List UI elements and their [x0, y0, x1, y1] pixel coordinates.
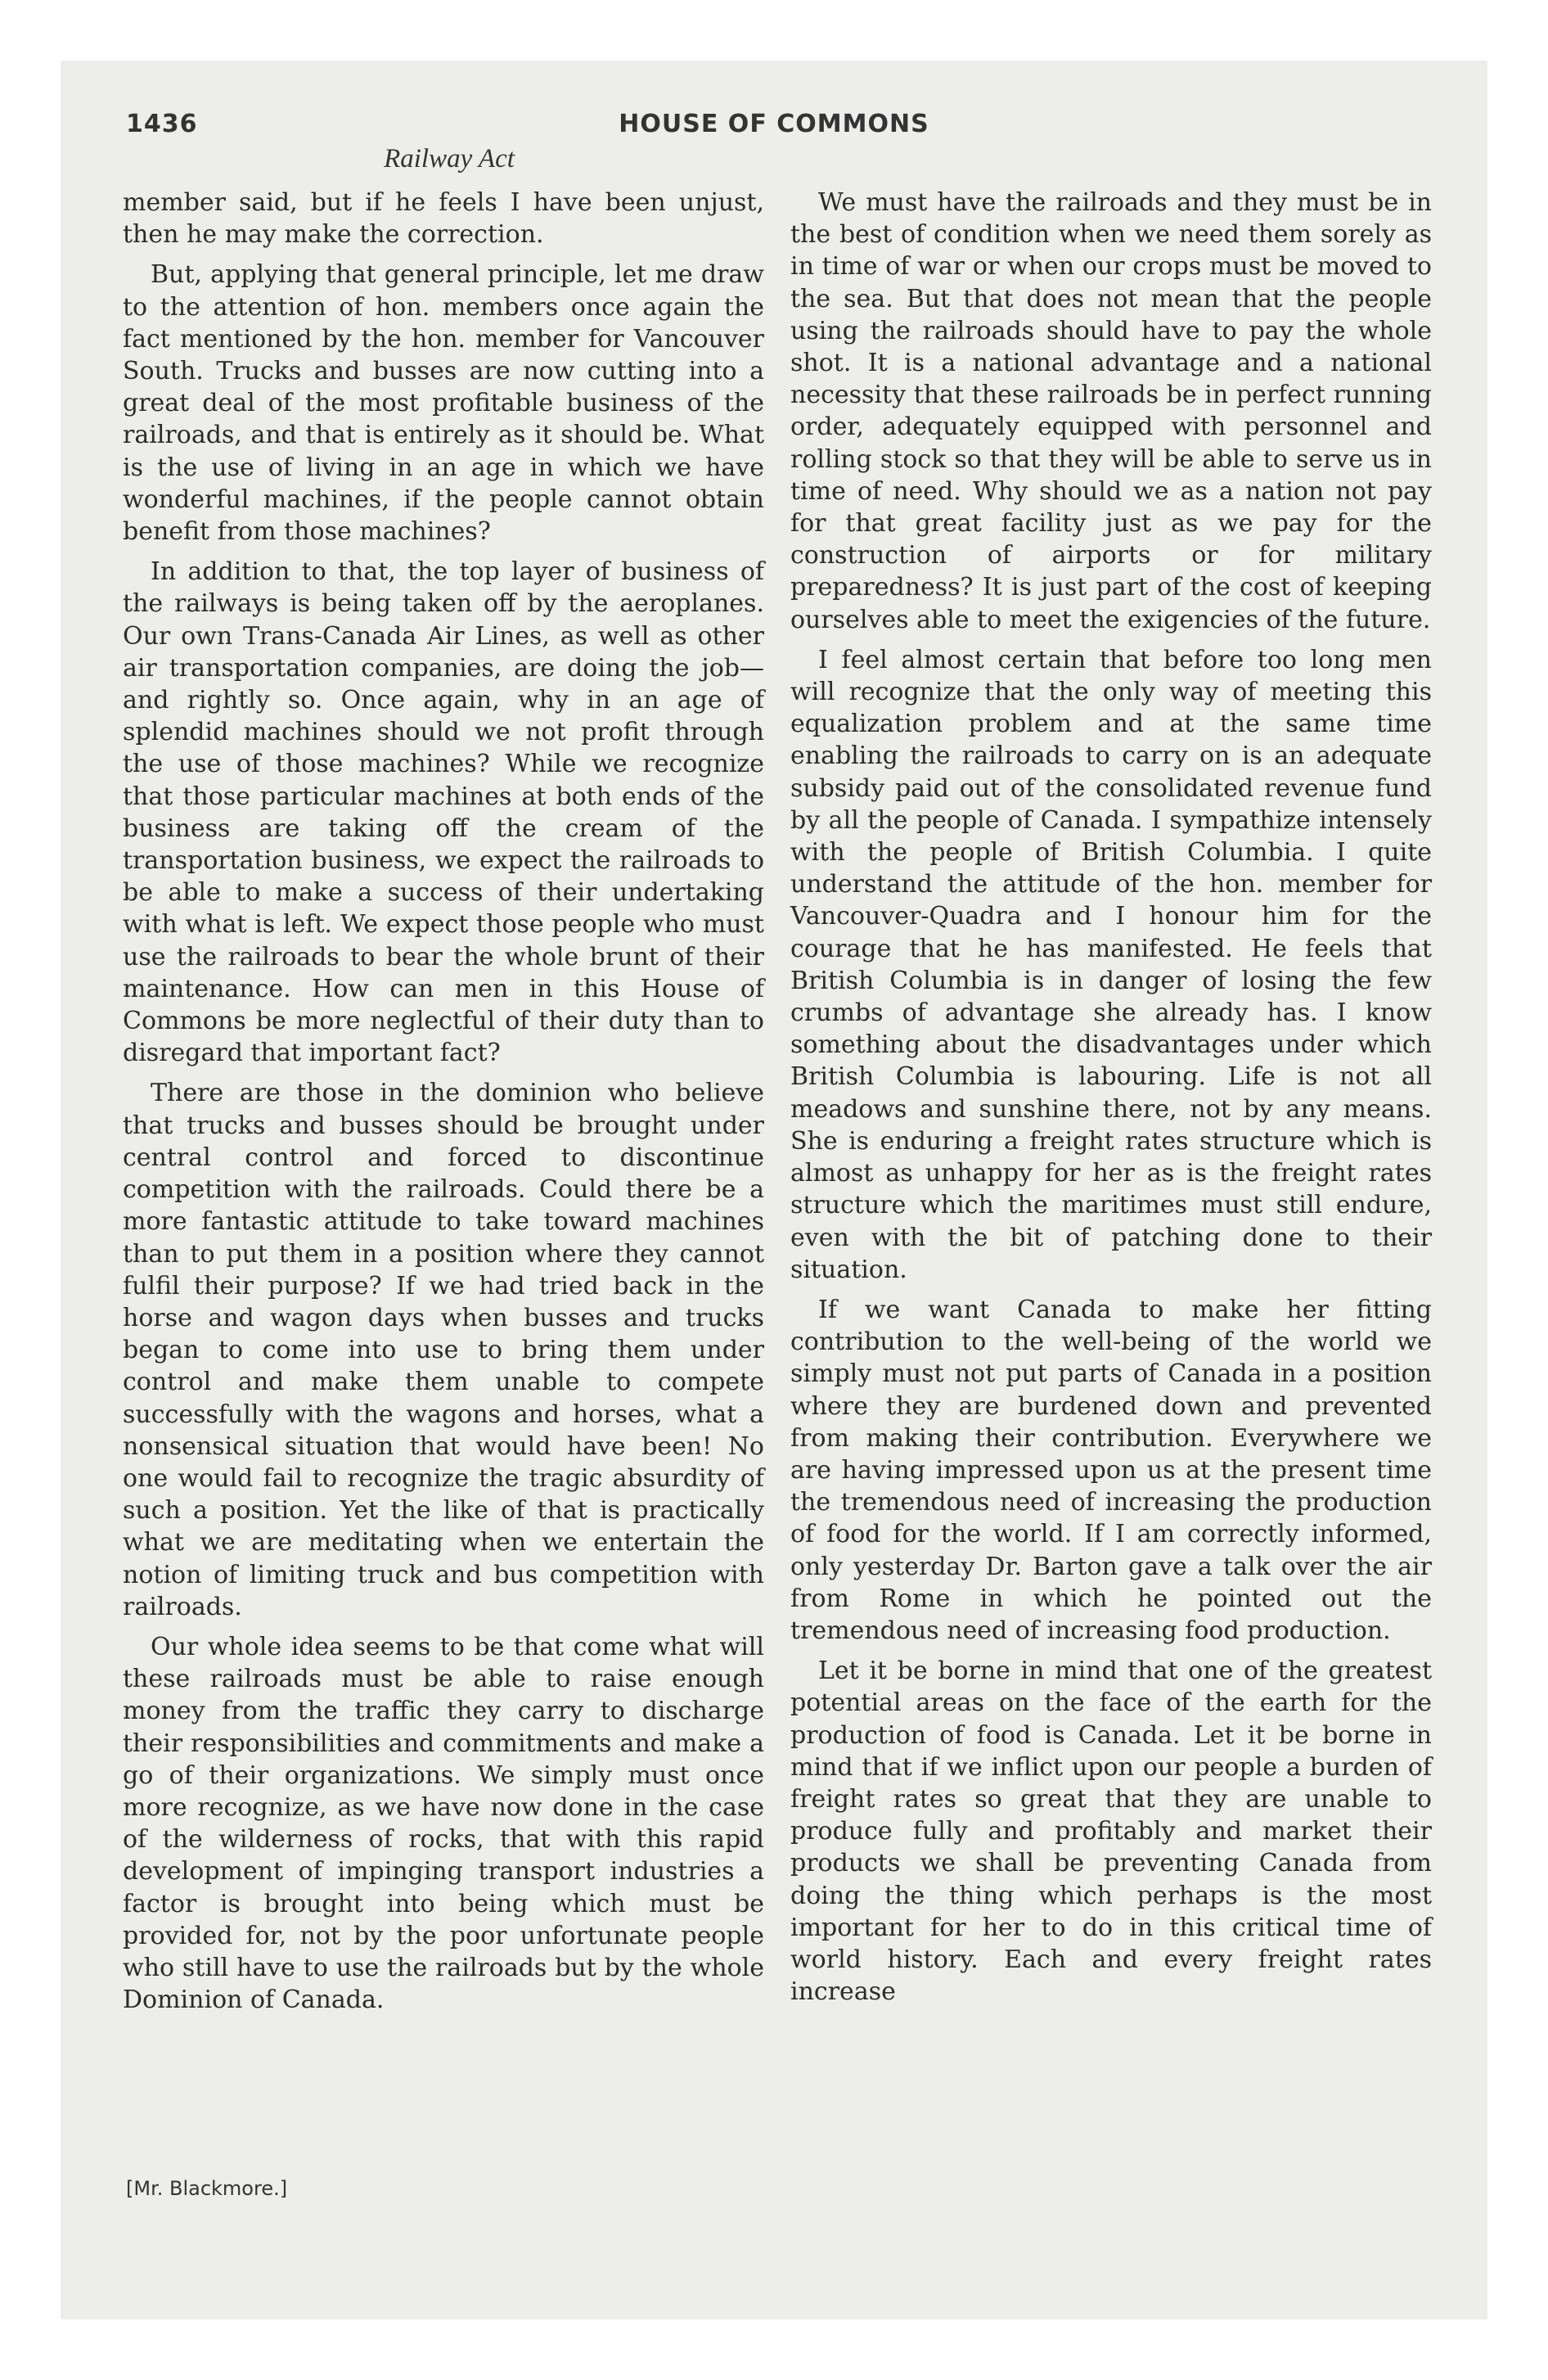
page-number: 1436 [126, 110, 198, 138]
paragraph: In addition to that, the top layer of business of the railways is being taken off by the aeroplanes. Our own Trans-Canada Air Lines, as well as other air transportation companies, are doing the job—and rightly so. Once again, why in an age of splendid machines should we not profit through the use of those machines? While we recognize that those particular machines at both ends of the business are taking off the cream of the transportation business, we expect the railroads to be able to make a success of their undertaking with what is left. We expect those people who must use the railroads to bear the whole brunt of their maintenance. How can men in this House of Commons be more neglectful of their duty than to disregard that important fact? [123, 557, 764, 1068]
paragraph: member said, but if he feels I have been unjust, then he may make the correction. [123, 188, 764, 250]
paragraph: If we want Canada to make her fitting contribution to the well-being of the world we simply must not put parts of Canada in a position where they are burdened down and prevented from making their contribution. Everywhere we are having impressed upon us at the present time the tremendous need of increasing the production of food for the world. If I am correctly informed, only yesterday Dr. Barton gave a talk over the air from Rome in which he pointed out the tremendous need of increasing food production. [790, 1295, 1432, 1645]
right-column [790, 187, 1432, 2016]
paragraph: Our whole idea seems to be that come what will these railroads must be able to raise enough money from the traffic they carry to discharge their responsibilities and commitments and make a go of their organizations. We simply must once more recognize, as we have now done in the case of the wilderness of rocks, that with this rapid development of impinging transport industries a factor is brought into being which must be provided for, not by the poor unfortunate people who still have to use the railroads but by the whole Dominion of Canada. [123, 1632, 764, 2015]
running-head: HOUSE OF COMMONS [619, 110, 929, 138]
paragraph: Let it be borne in mind that one of the greatest potential areas on the face of the earth for the production of food is Canada. Let it be borne in mind that if we inflict upon our people a burden of freight rates so great that they are unable to produce fully and profitably and market their products we shall be preventing Canada from doing the thing which perhaps is the most important for her to do in this critical time of world history. Each and every freight rates increase [790, 1657, 1432, 2007]
paragraph: But, applying that general principle, let me draw to the attention of hon. members once again the fact mentioned by the hon. member for Vancouver South. Trucks and busses are now cutting into a great deal of the most profitable business of the railroads, and that is entirely as it should be. What is the use of living in an age in which we have wonderful machines, if the people cannot obtain benefit from those machines? [123, 260, 764, 547]
section-subhead: Railway Act [384, 144, 515, 174]
left-column [123, 187, 764, 2024]
paragraph: We must have the railroads and they must be in the best of condition when we need them sorely as in time of war or when our crops must be moved to the sea. But that does not mean that the people using the railroads should have to pay the whole shot. It is a national advantage and a national necessity that these railroads be in perfect running order, adequately equipped with personnel and rolling stock so that they will be able to serve us in time of need. Why should we as a nation not pay for that great facility just as we pay for the construction of airports or for military preparedness? It is just part of the cost of keeping ourselves able to meet the exigencies of the future. [790, 188, 1432, 634]
speaker-reference: [Mr. Blackmore.] [126, 2177, 288, 2200]
paragraph: There are those in the dominion who believe that trucks and busses should be brought under central control and forced to discontinue competition with the railroads. Could there be a more fantastic attitude to take toward machines than to put them in a position where they cannot fulfil their purpose? If we had tried back in the horse and wagon days when busses and trucks began to come into use to bring them under control and make them unable to compete successfully with the wagons and horses, what a nonsensical situation that would have been! No one would fail to recognize the tragic absurdity of such a position. Yet the like of that is practically what we are meditating when we entertain the notion of limiting truck and bus competition with railroads. [123, 1079, 764, 1621]
paragraph: I feel almost certain that before too long men will recognize that the only way of meeting this equalization problem and at the same time enabling the railroads to carry on is an adequate subsidy paid out of the consolidated revenue fund by all the people of Canada. I sympathize intensely with the people of British Columbia. I quite understand the attitude of the hon. member for Vancouver-Quadra and I honour him for the courage that he has manifested. He feels that British Columbia is in danger of losing the few crumbs of advantage she already has. I know something about the disadvantages under which British Columbia is labouring. Life is not all meadows and sunshine there, not by any means. She is enduring a freight rates structure which is almost as unhappy for her as is the freight rates structure which the maritimes must still endure, even with the bit of patching done to their situation. [790, 645, 1432, 1284]
